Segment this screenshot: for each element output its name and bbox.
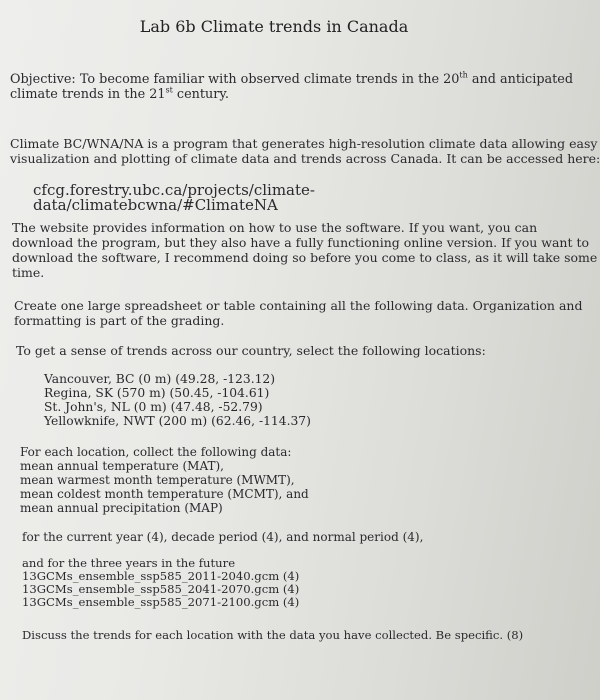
locations-list bbox=[44, 372, 311, 428]
scenario-item: 13GCMs_ensemble_ssp585_2041-2070.gcm (4) bbox=[22, 582, 300, 596]
location-item: Vancouver, BC (0 m) (49.28, -123.12) bbox=[44, 372, 276, 386]
intro-line-1: Climate BC/WNA/NA is a program that generates high-resolution climate data allowing easy bbox=[10, 136, 598, 151]
objective-line-2 bbox=[10, 87, 535, 102]
location-item: Regina, SK (570 m) (50.45, -104.61) bbox=[44, 386, 270, 400]
website-line-2: download the program, but they also have a fully functioning online version. If you want to bbox=[12, 235, 590, 250]
data-item: mean coldest month temperature (MCMT), and bbox=[20, 487, 309, 501]
intro-line-2: visualization and plotting of climate data and trends across Canada. It can be accessed here: bbox=[10, 151, 600, 166]
data-to-collect bbox=[20, 445, 309, 515]
future-heading: and for the three years in the future bbox=[22, 556, 236, 570]
superscript-st: st bbox=[165, 85, 173, 95]
website-line-3: download the software, I recommend doing so before you come to class, as it will take some bbox=[12, 250, 598, 265]
data-heading: For each location, collect the following data: bbox=[20, 445, 292, 459]
website-line-4: time. bbox=[12, 265, 45, 280]
spreadsheet-instructions bbox=[14, 298, 583, 328]
discussion-prompt: Discuss the trends for each location with the data you have collected. Be specific. (8) bbox=[22, 628, 524, 642]
location-item: Yellowknife, NWT (200 m) (62.46, -114.37) bbox=[44, 414, 311, 428]
superscript-th: th bbox=[459, 70, 468, 80]
objective-label: Objective: bbox=[10, 72, 76, 87]
objective-line-1 bbox=[10, 70, 574, 87]
objective-text-2a: climate trends in the 21 bbox=[10, 87, 166, 102]
objective-paragraph bbox=[10, 70, 574, 102]
intro-paragraph bbox=[10, 136, 600, 166]
climatena-url: cfcg.forestry.ubc.ca/projects/climate-data/climatebcwna/#ClimateNA bbox=[33, 181, 315, 214]
future-scenarios bbox=[22, 557, 299, 609]
periods-line: for the current year (4), decade period (4), and normal period (4), bbox=[22, 530, 424, 544]
data-item: mean annual temperature (MAT), bbox=[20, 459, 224, 473]
objective-text-2b: century. bbox=[172, 87, 229, 102]
create-line-2: formatting is part of the grading. bbox=[14, 313, 225, 328]
page-title: Lab 6b Climate trends in Canada bbox=[139, 17, 409, 36]
data-item: mean warmest month temperature (MWMT), bbox=[20, 473, 295, 487]
scenario-item: 13GCMs_ensemble_ssp585_2071-2100.gcm (4) bbox=[22, 595, 300, 609]
website-paragraph bbox=[12, 220, 598, 280]
objective-text-1a: To become familiar with observed climate trends in the 20 bbox=[79, 72, 460, 87]
scenario-item: 13GCMs_ensemble_ssp585_2011-2040.gcm (4) bbox=[22, 569, 300, 583]
locations-intro: To get a sense of trends across our country, select the following locations: bbox=[16, 343, 486, 358]
data-item: mean annual precipitation (MAP) bbox=[20, 501, 223, 515]
create-line-1: Create one large spreadsheet or table containing all the following data. Organization and bbox=[14, 298, 583, 313]
website-line-1: The website provides information on how to use the software. If you want, you can bbox=[12, 220, 538, 235]
objective-text-1b: and anticipated bbox=[467, 72, 574, 87]
location-item: St. John's, NL (0 m) (47.48, -52.79) bbox=[44, 400, 263, 414]
